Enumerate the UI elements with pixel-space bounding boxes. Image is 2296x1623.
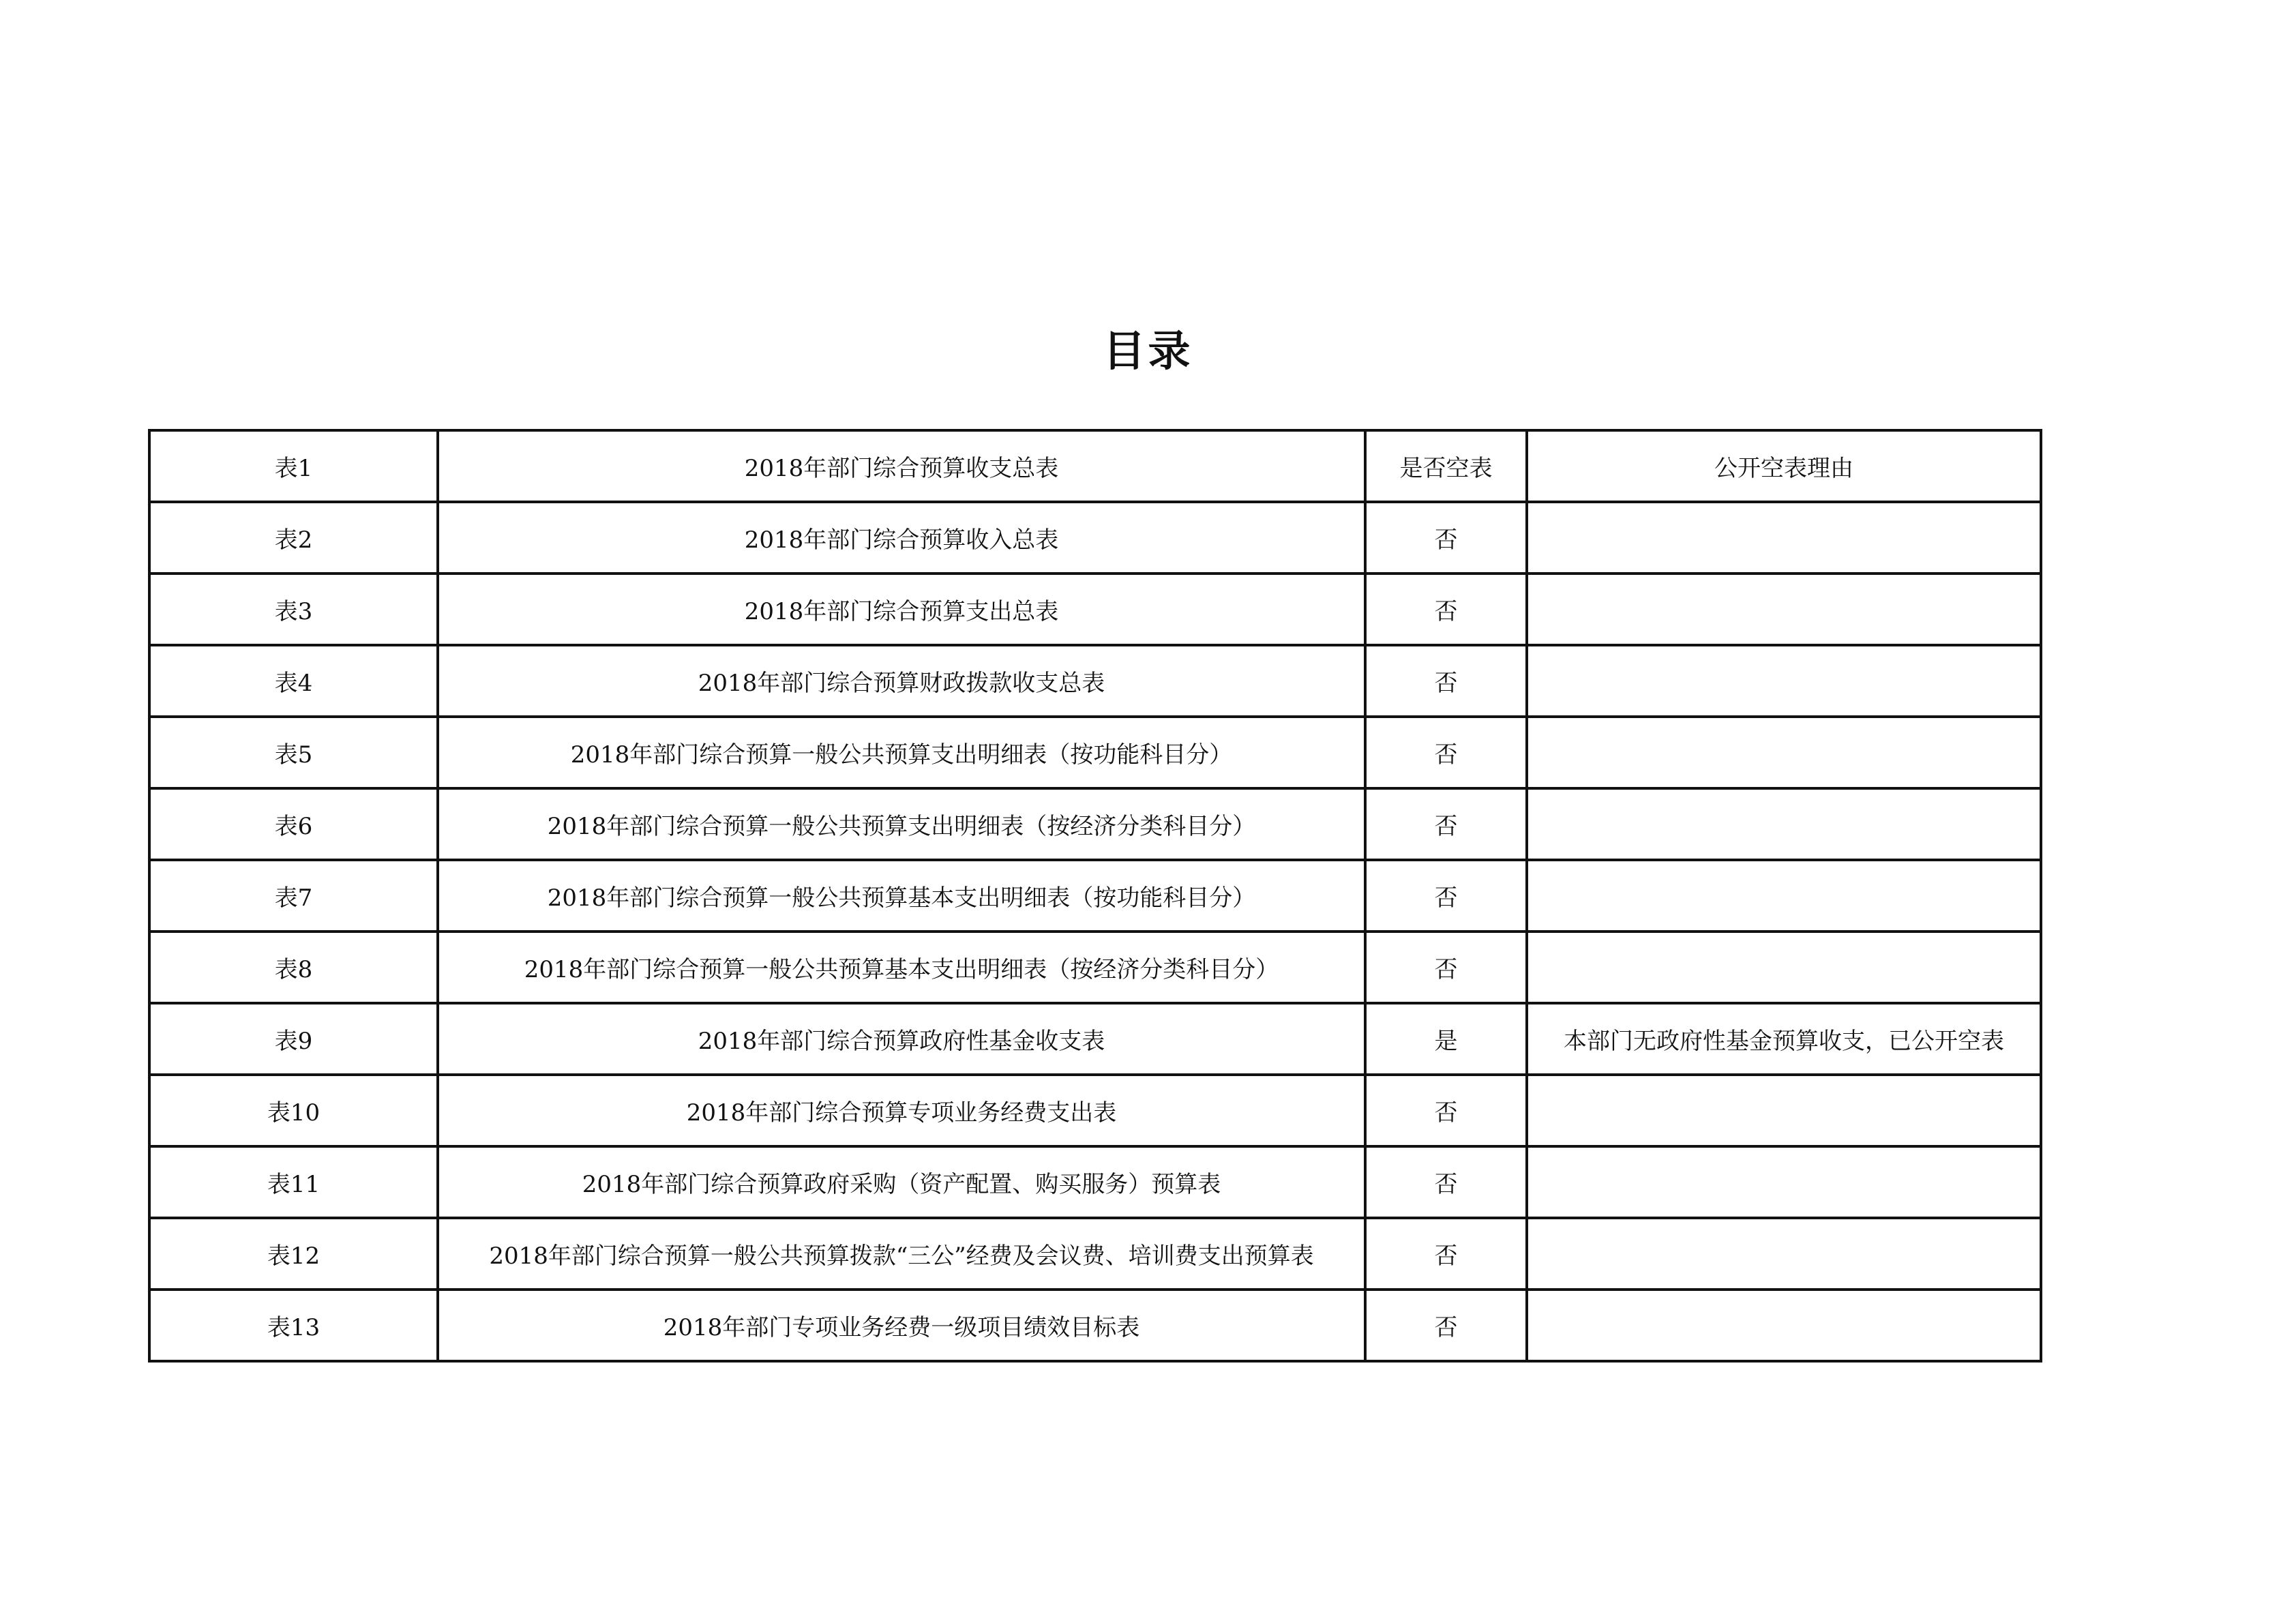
table-name-cell: 2018年部门综合预算一般公共预算拨款“三公”经费及会议费、培训费支出预算表 — [438, 1218, 1365, 1290]
table-row — [149, 430, 2041, 502]
table-number-cell: 表13 — [149, 1290, 438, 1361]
table-name-cell: 2018年部门综合预算一般公共预算支出明细表（按功能科目分） — [438, 717, 1365, 788]
table-row — [149, 788, 2041, 860]
is-empty-cell: 否 — [1365, 1290, 1527, 1361]
table-number-cell: 表2 — [149, 502, 438, 574]
table-number-cell: 表4 — [149, 645, 438, 717]
table-number-cell: 表6 — [149, 788, 438, 860]
table-row — [149, 932, 2041, 1003]
table-row — [149, 1075, 2041, 1146]
empty-reason-cell: 公开空表理由 — [1527, 430, 2041, 502]
table-number-cell: 表7 — [149, 860, 438, 932]
is-empty-cell: 否 — [1365, 645, 1527, 717]
table-number-cell: 表8 — [149, 932, 438, 1003]
empty-reason-cell — [1527, 1075, 2041, 1146]
is-empty-cell: 否 — [1365, 1146, 1527, 1218]
table-row — [149, 1290, 2041, 1361]
is-empty-cell: 否 — [1365, 574, 1527, 645]
table-number-cell: 表9 — [149, 1003, 438, 1075]
toc-table — [148, 429, 2042, 1363]
empty-reason-cell — [1527, 932, 2041, 1003]
is-empty-cell: 是否空表 — [1365, 430, 1527, 502]
is-empty-cell: 否 — [1365, 1218, 1527, 1290]
empty-reason-cell — [1527, 645, 2041, 717]
table-row — [149, 717, 2041, 788]
is-empty-cell: 否 — [1365, 860, 1527, 932]
empty-reason-cell: 本部门无政府性基金预算收支，已公开空表 — [1527, 1003, 2041, 1075]
table-name-cell: 2018年部门综合预算收入总表 — [438, 502, 1365, 574]
is-empty-cell: 否 — [1365, 932, 1527, 1003]
empty-reason-cell — [1527, 574, 2041, 645]
table-row — [149, 574, 2041, 645]
table-name-cell: 2018年部门综合预算收支总表 — [438, 430, 1365, 502]
is-empty-cell: 否 — [1365, 717, 1527, 788]
table-number-cell: 表5 — [149, 717, 438, 788]
is-empty-cell: 否 — [1365, 1075, 1527, 1146]
table-row — [149, 502, 2041, 574]
empty-reason-cell — [1527, 717, 2041, 788]
table-name-cell: 2018年部门综合预算政府采购（资产配置、购买服务）预算表 — [438, 1146, 1365, 1218]
page-title: 目录 — [1103, 326, 1193, 376]
table-number-cell: 表10 — [149, 1075, 438, 1146]
table-name-cell: 2018年部门综合预算支出总表 — [438, 574, 1365, 645]
table-name-cell: 2018年部门综合预算政府性基金收支表 — [438, 1003, 1365, 1075]
table-number-cell: 表3 — [149, 574, 438, 645]
table-row — [149, 645, 2041, 717]
empty-reason-cell — [1527, 502, 2041, 574]
empty-reason-cell — [1527, 860, 2041, 932]
empty-reason-cell — [1527, 1146, 2041, 1218]
table-name-cell: 2018年部门综合预算一般公共预算支出明细表（按经济分类科目分） — [438, 788, 1365, 860]
table-number-cell: 表12 — [149, 1218, 438, 1290]
is-empty-cell: 否 — [1365, 502, 1527, 574]
table-name-cell: 2018年部门综合预算一般公共预算基本支出明细表（按经济分类科目分） — [438, 932, 1365, 1003]
is-empty-cell: 否 — [1365, 788, 1527, 860]
table-number-cell: 表11 — [149, 1146, 438, 1218]
table-row — [149, 1003, 2041, 1075]
empty-reason-cell — [1527, 1218, 2041, 1290]
table-name-cell: 2018年部门综合预算专项业务经费支出表 — [438, 1075, 1365, 1146]
is-empty-cell: 是 — [1365, 1003, 1527, 1075]
table-number-cell: 表1 — [149, 430, 438, 502]
table-name-cell: 2018年部门综合预算财政拨款收支总表 — [438, 645, 1365, 717]
empty-reason-cell — [1527, 1290, 2041, 1361]
table-row — [149, 860, 2041, 932]
empty-reason-cell — [1527, 788, 2041, 860]
table-name-cell: 2018年部门综合预算一般公共预算基本支出明细表（按功能科目分） — [438, 860, 1365, 932]
table-row — [149, 1146, 2041, 1218]
table-name-cell: 2018年部门专项业务经费一级项目绩效目标表 — [438, 1290, 1365, 1361]
table-row — [149, 1218, 2041, 1290]
